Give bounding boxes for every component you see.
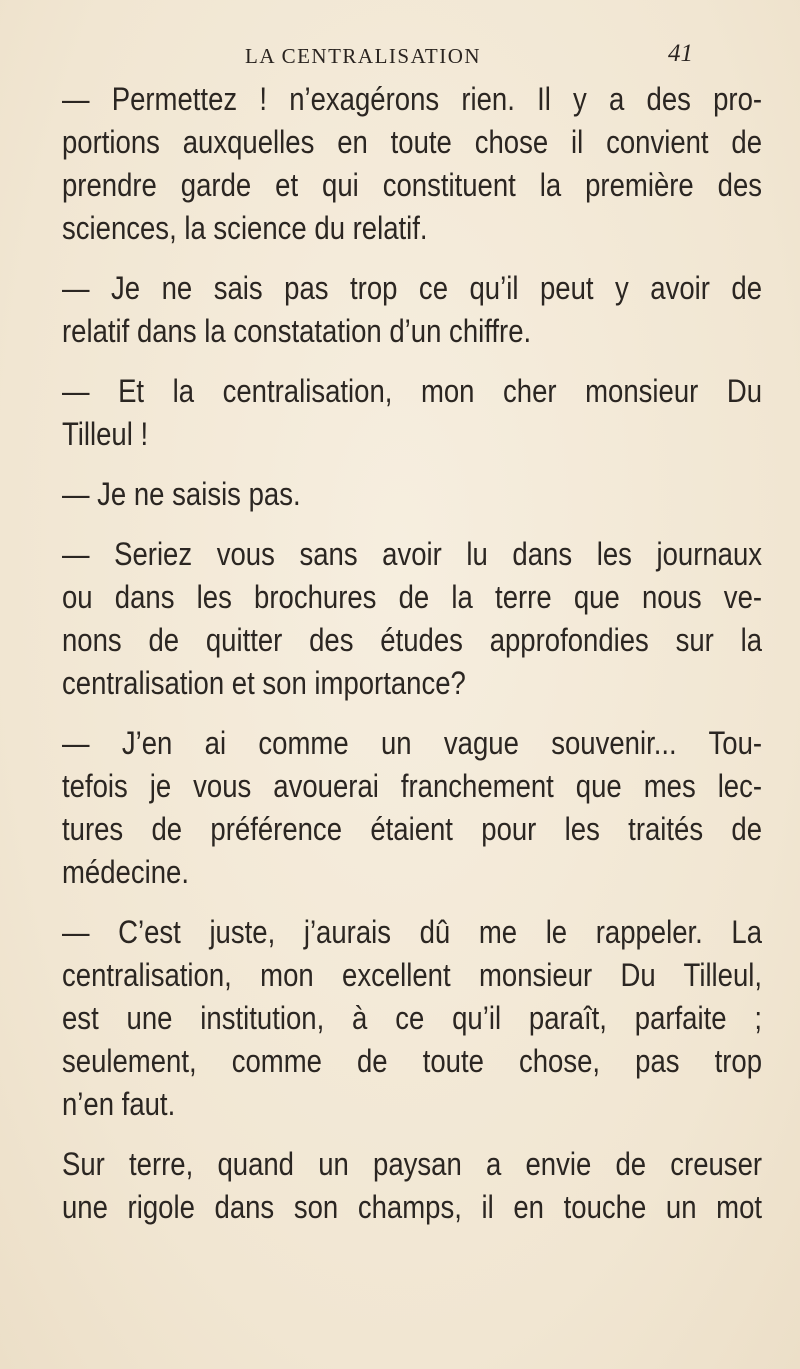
page-number: 41: [668, 40, 693, 67]
paragraph: [62, 1143, 763, 1229]
text-line: sciences, la science du relatif.: [62, 210, 428, 246]
page-header: [0, 38, 800, 78]
paragraph: [62, 78, 763, 250]
text-line: une rigole dans son champs, il en touche un mot: [62, 1189, 763, 1225]
text-line: nons de quitter des études approfondies sur la: [62, 622, 763, 658]
text-line: centralisation, mon excellent monsieur Du Tilleul,: [62, 957, 763, 993]
text-line: ou dans les brochures de la terre que nous ve-: [62, 579, 763, 615]
text-line: — Permettez ! n’exagérons rien. Il y a des pro-: [62, 81, 763, 117]
paragraph: [62, 267, 763, 353]
text-line: prendre garde et qui constituent la première des: [62, 167, 763, 203]
body-text: [62, 78, 763, 1246]
text-line: portions auxquelles en toute chose il convient de: [62, 124, 763, 160]
paragraph: [62, 473, 664, 516]
paragraph: [62, 722, 763, 894]
text-line: — Je ne sais pas trop ce qu’il peut y avoir de: [62, 270, 763, 306]
text-line: — Seriez vous sans avoir lu dans les journaux: [62, 536, 763, 572]
text-line: tefois je vous avouerai franchement que mes lec-: [62, 768, 763, 804]
running-head: LA CENTRALISATION: [245, 44, 482, 68]
text-line: seulement, comme de toute chose, pas trop: [62, 1043, 763, 1079]
text-line: relatif dans la constatation d’un chiffre.: [62, 313, 532, 349]
text-line: n’en faut.: [62, 1086, 176, 1122]
text-line: est une institution, à ce qu’il paraît, parfaite ;: [62, 1000, 763, 1036]
paragraph: [62, 370, 763, 456]
text-line: centralisation et son importance?: [62, 665, 466, 701]
paragraph: [62, 911, 763, 1126]
text-line: — C’est juste, j’aurais dû me le rappeler. La: [62, 914, 763, 950]
paragraph: [62, 533, 763, 705]
text-line: médecine.: [62, 854, 189, 890]
text-line: Sur terre, quand un paysan a envie de creuser: [62, 1146, 763, 1182]
text-line: — Je ne saisis pas.: [62, 476, 301, 512]
text-line: Tilleul !: [62, 416, 149, 452]
text-line: tures de préférence étaient pour les traités de: [62, 811, 763, 847]
text-line: — J’en ai comme un vague souvenir... Tou-: [62, 725, 763, 761]
text-line: — Et la centralisation, mon cher monsieur Du: [62, 373, 763, 409]
